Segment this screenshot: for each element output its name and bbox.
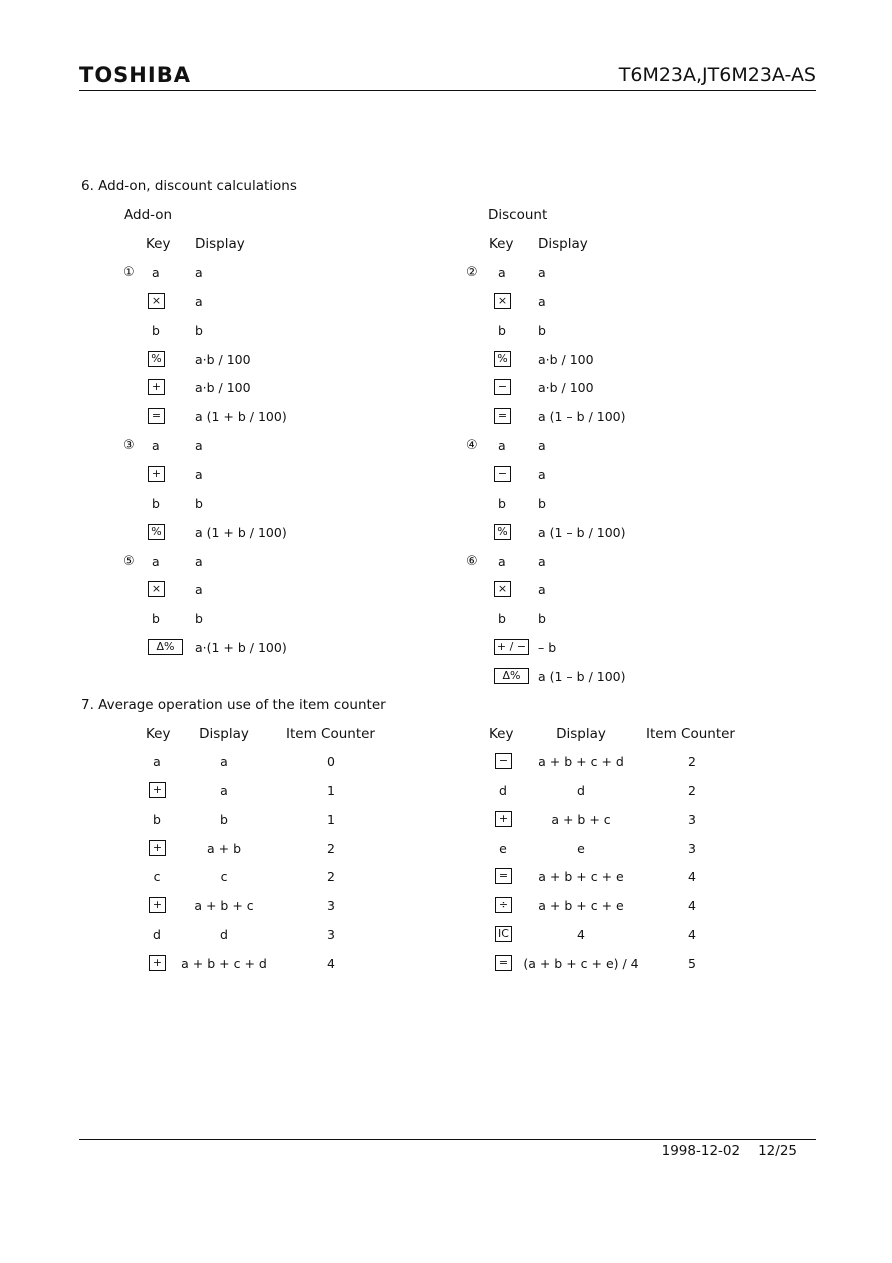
addon-key-12: b <box>152 611 160 626</box>
part-number: T6M23A,JT6M23A-AS <box>618 64 816 86</box>
footer-date: 1998-12-02 <box>661 1143 741 1159</box>
avg-left-display-3: a + b <box>206 841 242 856</box>
avg-left-counter-6: 3 <box>327 927 335 942</box>
discount-display-11: a <box>538 582 546 597</box>
avg-right-display-0: a + b + c + d <box>538 754 624 769</box>
avg-left-display-1: a <box>220 783 228 798</box>
addon-display-11: a <box>195 582 203 597</box>
addon-key-8: b <box>152 496 160 511</box>
addon-key-10: a <box>152 554 160 569</box>
discount-display-0: a <box>538 265 546 280</box>
discount-display-4: a·b / 100 <box>538 380 594 395</box>
avg-left-display-0: a <box>220 754 228 769</box>
avg-right-display-4: a + b + c + e <box>538 869 624 884</box>
avg-left-counter-5: 3 <box>327 898 335 913</box>
avg-left-display-6: d <box>220 927 228 942</box>
addon-display-4: a·b / 100 <box>195 380 251 395</box>
addon-display-5: a (1 + b / 100) <box>195 409 287 424</box>
addon-display-13: a·(1 + b / 100) <box>195 640 287 655</box>
discount-key-7: − <box>494 466 511 482</box>
avg-left-display-header: Display <box>199 726 249 742</box>
addon-key-0: a <box>152 265 160 280</box>
discount-key-3: % <box>494 351 511 367</box>
discount-key-12: b <box>498 611 506 626</box>
addon-key-4: + <box>148 379 165 395</box>
avg-left-counter-3: 2 <box>327 841 335 856</box>
discount-display-5: a (1 – b / 100) <box>538 409 626 424</box>
avg-right-display-7: (a + b + c + e) / 4 <box>523 956 639 971</box>
avg-right-key-2: + <box>495 811 512 827</box>
avg-right-key-3: e <box>499 841 507 856</box>
addon-marker-2: ③ <box>123 438 135 453</box>
discount-display-10: a <box>538 554 546 569</box>
header-rule <box>79 90 816 91</box>
addon-marker-3: ⑤ <box>123 554 135 569</box>
section-7-title: 7. Average operation use of the item counter <box>81 697 386 713</box>
addon-display-8: b <box>195 496 203 511</box>
avg-left-counter-2: 1 <box>327 812 335 827</box>
avg-left-key-3: + <box>149 840 166 856</box>
avg-right-key-6: IC <box>495 926 512 942</box>
discount-key-8: b <box>498 496 506 511</box>
addon-display-10: a <box>195 554 203 569</box>
avg-left-key-2: b <box>153 812 161 827</box>
avg-left-key-1: + <box>149 782 166 798</box>
addon-key-5: = <box>148 408 165 424</box>
addon-display-0: a <box>195 265 203 280</box>
avg-right-display-2: a + b + c <box>551 812 611 827</box>
avg-right-counter-4: 4 <box>688 869 696 884</box>
avg-left-counter-1: 1 <box>327 783 335 798</box>
addon-display-header: Display <box>195 236 245 252</box>
avg-right-counter-6: 4 <box>688 927 696 942</box>
avg-right-counter-2: 3 <box>688 812 696 827</box>
avg-right-key-1: d <box>499 783 507 798</box>
discount-marker-3: ⑥ <box>466 554 478 569</box>
addon-key-3: % <box>148 351 165 367</box>
avg-left-key-5: + <box>149 897 166 913</box>
discount-display-14: a (1 – b / 100) <box>538 669 626 684</box>
addon-key-7: + <box>148 466 165 482</box>
addon-display-6: a <box>195 438 203 453</box>
avg-left-counter-7: 4 <box>327 956 335 971</box>
discount-display-3: a·b / 100 <box>538 352 594 367</box>
discount-label: Discount <box>488 207 548 223</box>
footer-rule <box>79 1139 816 1140</box>
avg-right-key-header: Key <box>489 726 514 742</box>
avg-right-counter-5: 4 <box>688 898 696 913</box>
discount-display-9: a (1 – b / 100) <box>538 525 626 540</box>
avg-left-display-4: c <box>220 869 228 884</box>
discount-display-2: b <box>538 323 546 338</box>
addon-display-1: a <box>195 294 203 309</box>
addon-label: Add-on <box>124 207 173 223</box>
avg-right-key-0: − <box>495 753 512 769</box>
discount-key-header: Key <box>489 236 514 252</box>
discount-key-6: a <box>498 438 506 453</box>
discount-key-10: a <box>498 554 506 569</box>
avg-left-key-header: Key <box>146 726 171 742</box>
avg-left-key-0: a <box>153 754 161 769</box>
avg-left-display-2: b <box>220 812 228 827</box>
discount-marker-1: ② <box>466 265 478 280</box>
avg-right-display-1: d <box>577 783 585 798</box>
addon-key-header: Key <box>146 236 171 252</box>
addon-display-9: a (1 + b / 100) <box>195 525 287 540</box>
avg-right-counter-header: Item Counter <box>646 726 735 742</box>
discount-key-11: × <box>494 581 511 597</box>
addon-display-2: b <box>195 323 203 338</box>
addon-key-1: × <box>148 293 165 309</box>
footer-page: 12/25 <box>758 1143 797 1159</box>
discount-key-1: × <box>494 293 511 309</box>
avg-left-display-7: a + b + c + d <box>181 956 267 971</box>
avg-right-key-4: = <box>495 868 512 884</box>
addon-key-2: b <box>152 323 160 338</box>
addon-key-11: × <box>148 581 165 597</box>
avg-right-key-5: ÷ <box>495 897 512 913</box>
discount-key-5: = <box>494 408 511 424</box>
avg-right-counter-0: 2 <box>688 754 696 769</box>
avg-left-key-6: d <box>153 927 161 942</box>
discount-display-8: b <box>538 496 546 511</box>
addon-key-9: % <box>148 524 165 540</box>
avg-left-counter-0: 0 <box>327 754 335 769</box>
addon-display-7: a <box>195 467 203 482</box>
avg-left-counter-header: Item Counter <box>286 726 375 742</box>
avg-left-key-7: + <box>149 955 166 971</box>
addon-key-6: a <box>152 438 160 453</box>
avg-right-counter-3: 3 <box>688 841 696 856</box>
discount-key-0: a <box>498 265 506 280</box>
addon-display-3: a·b / 100 <box>195 352 251 367</box>
discount-marker-2: ④ <box>466 438 478 453</box>
discount-key-13: + / − <box>494 639 529 655</box>
discount-display-1: a <box>538 294 546 309</box>
avg-left-counter-4: 2 <box>327 869 335 884</box>
addon-key-13: Δ% <box>148 639 183 655</box>
avg-left-key-4: c <box>153 869 161 884</box>
discount-display-13: – b <box>538 640 557 655</box>
avg-right-display-header: Display <box>556 726 606 742</box>
avg-right-counter-7: 5 <box>688 956 696 971</box>
discount-display-header: Display <box>538 236 588 252</box>
avg-right-key-7: = <box>495 955 512 971</box>
avg-right-display-5: a + b + c + e <box>538 898 624 913</box>
avg-right-display-3: e <box>577 841 585 856</box>
avg-right-counter-1: 2 <box>688 783 696 798</box>
discount-display-6: a <box>538 438 546 453</box>
addon-display-12: b <box>195 611 203 626</box>
toshiba-logo: TOSHIBA <box>79 63 191 87</box>
footer <box>662 1143 797 1159</box>
avg-left-display-5: a + b + c <box>194 898 254 913</box>
discount-key-14: Δ% <box>494 668 529 684</box>
discount-key-9: % <box>494 524 511 540</box>
addon-marker-1: ① <box>123 265 135 280</box>
discount-key-2: b <box>498 323 506 338</box>
discount-display-12: b <box>538 611 546 626</box>
discount-display-7: a <box>538 467 546 482</box>
avg-right-display-6: 4 <box>577 927 585 942</box>
discount-key-4: − <box>494 379 511 395</box>
section-6-title: 6. Add-on, discount calculations <box>81 178 297 194</box>
